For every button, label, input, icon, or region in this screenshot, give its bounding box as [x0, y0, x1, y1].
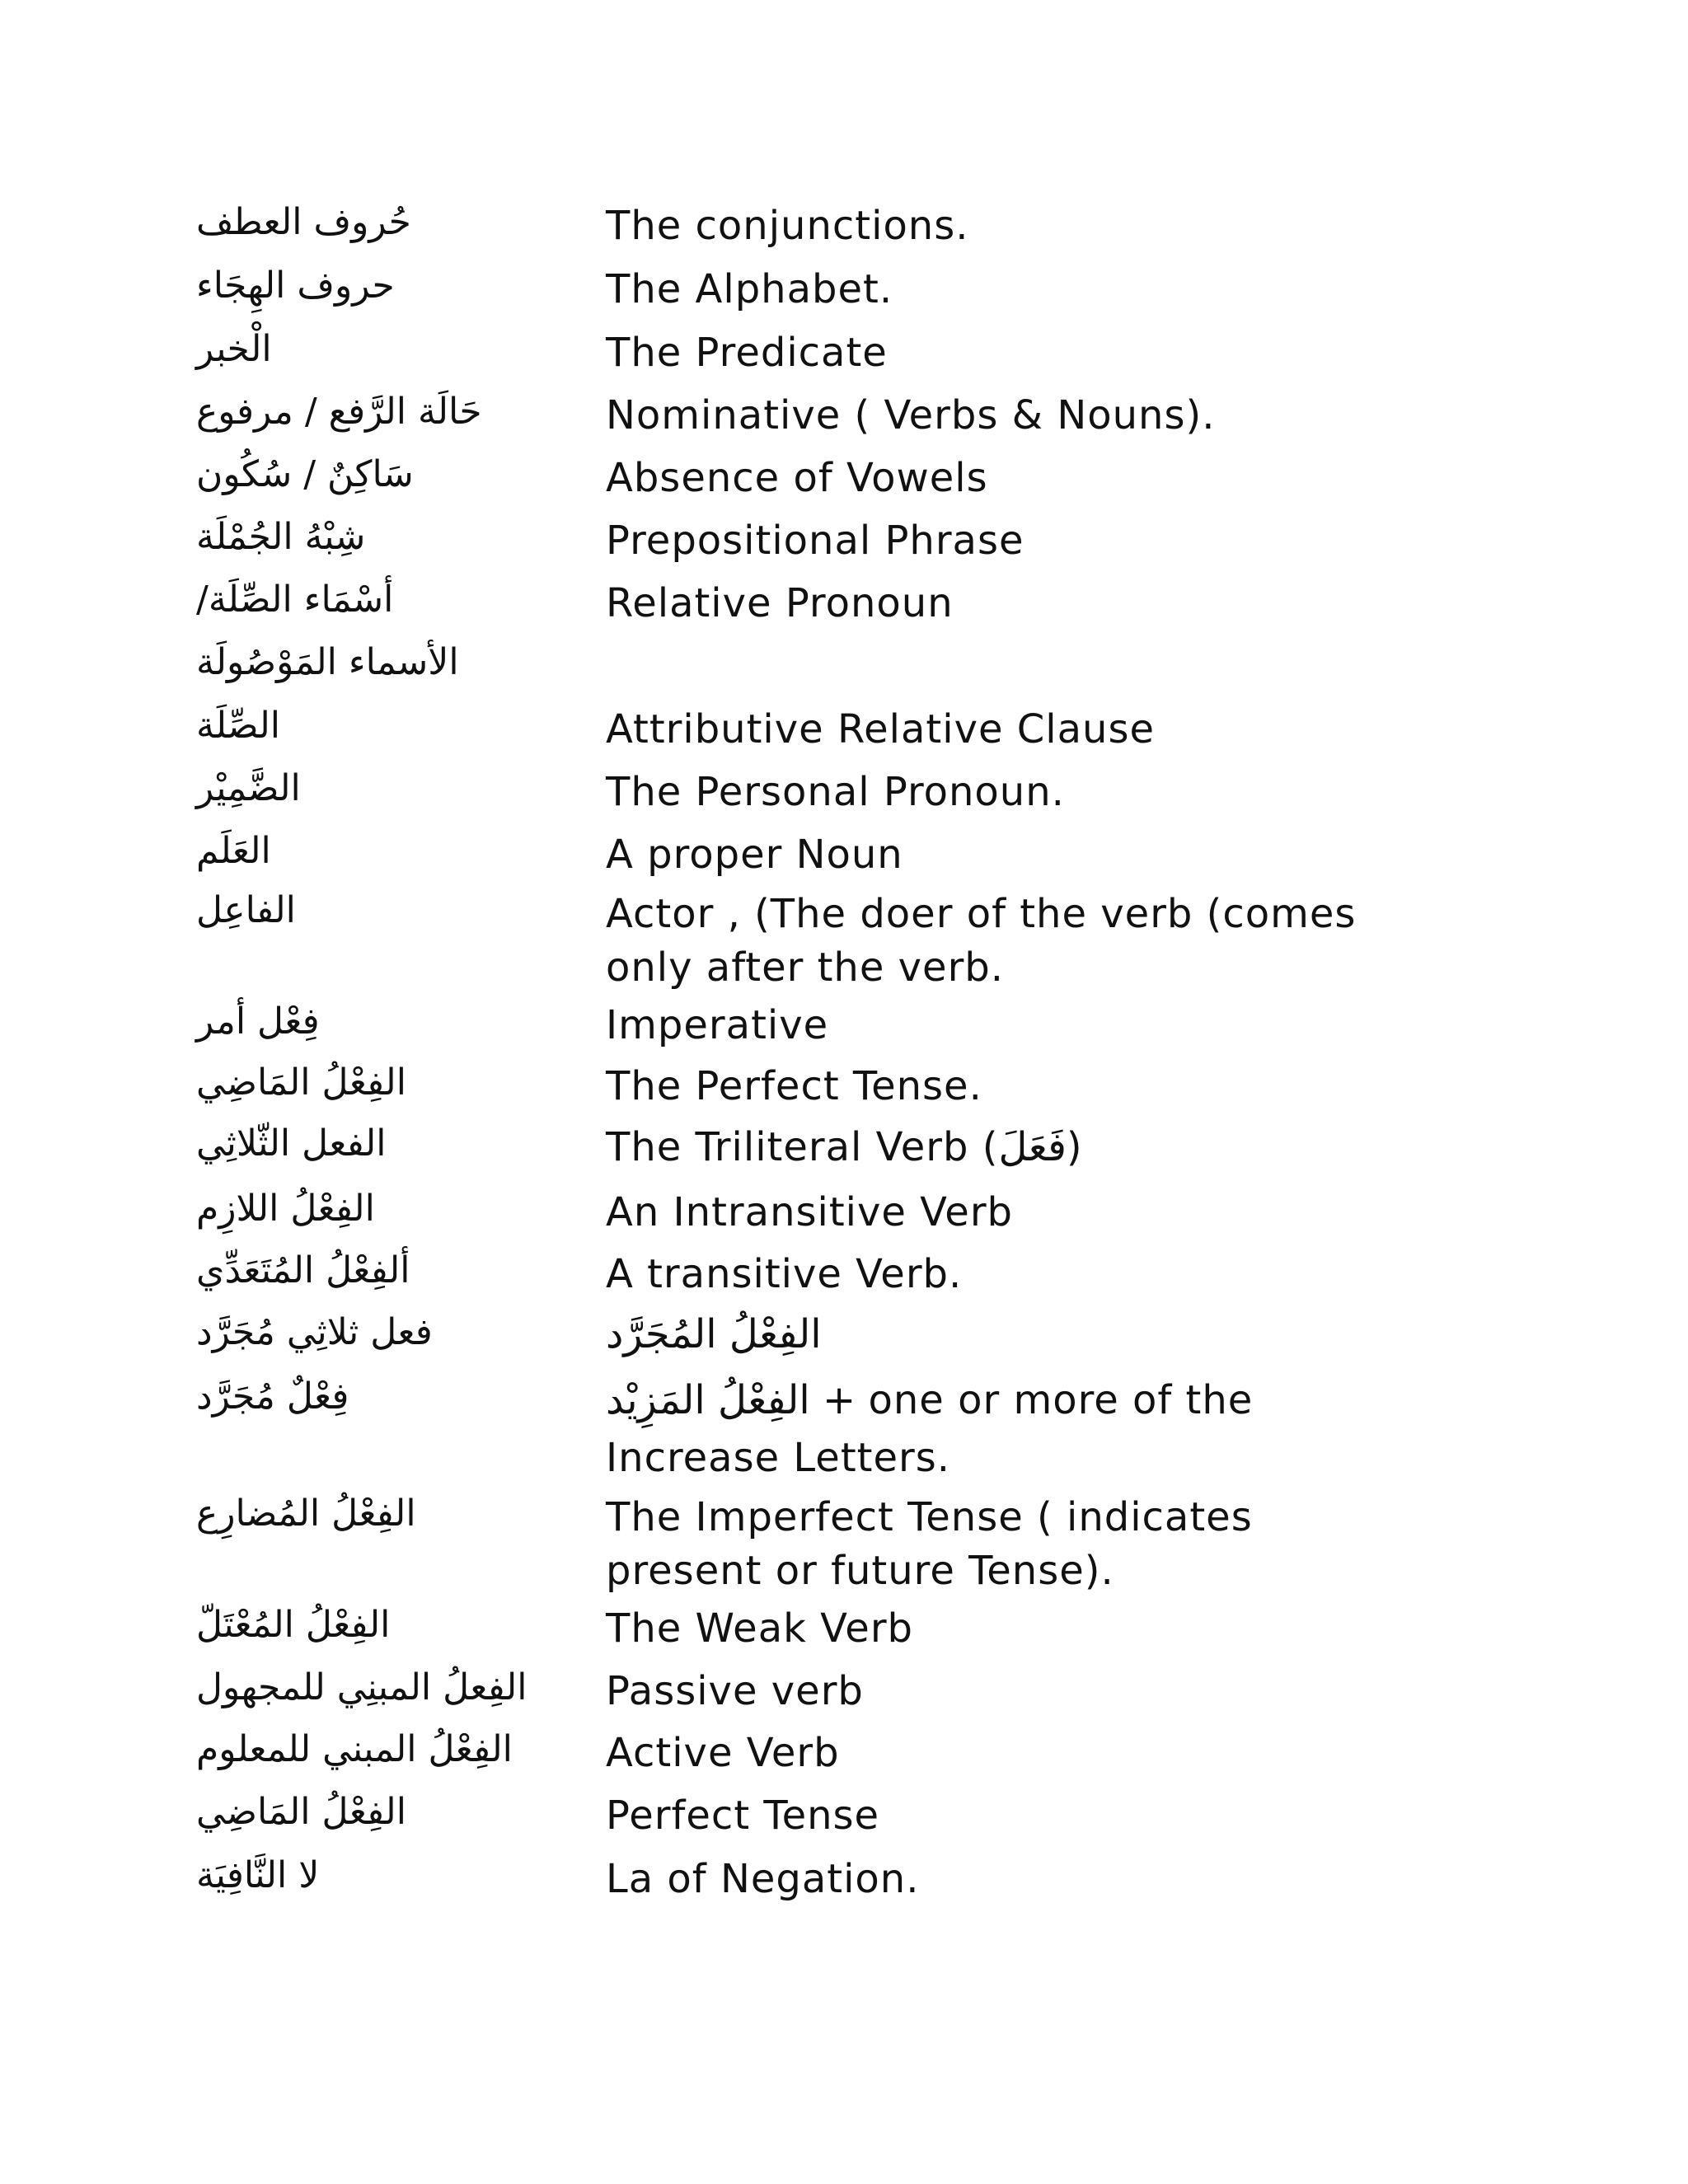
- english-definition: Relative Pronoun: [606, 580, 954, 626]
- english-definition: [606, 1374, 1529, 1427]
- english-definition: The Imperfect Tense ( indicates: [606, 1494, 1253, 1540]
- english-definition: Actor , (The doer of the verb (comes: [606, 891, 1357, 937]
- arabic-term: الفِعلُ المبنِي للمجهول: [196, 1666, 528, 1708]
- arabic-term: الفِعْلُ المُضارِع: [196, 1493, 416, 1535]
- arabic-term: الفاعِل: [196, 889, 296, 931]
- arabic-term: حروف الهِجَاء: [196, 265, 395, 307]
- english-definition: A proper Noun: [606, 832, 903, 878]
- arabic-inline: فَعَلَ: [998, 1124, 1067, 1170]
- english-definition: The conjunctions.: [606, 203, 969, 249]
- english-definition: An Intransitive Verb: [606, 1189, 1014, 1235]
- english-definition: [606, 1308, 1529, 1361]
- arabic-term: شِبْهُ الجُمْلَة: [196, 516, 366, 558]
- arabic-term: العَلَم: [196, 830, 271, 872]
- arabic-term: الفِعْلُ اللازِم: [196, 1188, 375, 1230]
- english-definition: The Personal Pronoun.: [606, 769, 1065, 815]
- arabic-term: الصِّلَة: [196, 705, 280, 747]
- arabic-term: ألفِعْلُ المُتَعَدِّي: [196, 1249, 410, 1291]
- arabic-term: الفعل الثّلاثِي: [196, 1122, 387, 1165]
- english-definition: [606, 1121, 1529, 1174]
- arabic-term: حُروف العطف: [196, 201, 411, 243]
- english-definition-line2: present or future Tense).: [606, 1548, 1114, 1594]
- english-definition: Prepositional Phrase: [606, 518, 1025, 564]
- arabic-term: الفِعْلُ المَاضِي: [196, 1062, 406, 1104]
- english-text: The Triliteral Verb (: [606, 1124, 999, 1170]
- english-definition: La of Negation.: [606, 1856, 920, 1902]
- arabic-term: الفِعْلُ المَاضِي: [196, 1791, 406, 1833]
- english-definition: Perfect Tense: [606, 1793, 880, 1839]
- arabic-term: الفِعْلُ المبني للمعلوم: [196, 1728, 513, 1770]
- arabic-inline: الفِعْلُ المُجَرَّد: [606, 1311, 822, 1357]
- english-text-tail: ): [1066, 1124, 1083, 1170]
- arabic-term: سَاكِنٌ / سُكُون: [196, 453, 414, 495]
- english-definition-line2: only after the verb.: [606, 944, 1005, 991]
- arabic-term: فِعْل أمر: [196, 1001, 320, 1043]
- arabic-term-line2: الأسماء المَوْصُولَة: [196, 641, 459, 683]
- arabic-term: الْخبر: [196, 328, 272, 370]
- english-definition: The Perfect Tense.: [606, 1063, 982, 1109]
- english-definition: Attributive Relative Clause: [606, 706, 1155, 752]
- arabic-inline: الفِعْلُ المَزِيْد: [606, 1377, 810, 1423]
- english-definition: Active Verb: [606, 1730, 840, 1776]
- english-definition: Imperative: [606, 1002, 829, 1048]
- english-definition: The Weak Verb: [606, 1605, 914, 1652]
- english-definition-line2: Increase Letters.: [606, 1435, 950, 1481]
- english-definition: A transitive Verb.: [606, 1251, 963, 1297]
- english-definition: Passive verb: [606, 1668, 864, 1714]
- arabic-term: الضَّمِيْر: [196, 767, 301, 809]
- arabic-term: فعل ثلاثِي مُجَرَّد: [196, 1311, 433, 1353]
- arabic-term: لا النَّافِيَة: [196, 1854, 320, 1896]
- arabic-term: أسْمَاء الصِّلَة/: [196, 579, 394, 621]
- english-definition: Absence of Vowels: [606, 455, 988, 501]
- arabic-term: فِعْلٌ مُجَرَّد: [196, 1376, 349, 1418]
- arabic-term: الفِعْلُ المُعْتَلّ: [196, 1604, 391, 1646]
- english-definition: Nominative ( Verbs & Nouns).: [606, 392, 1216, 438]
- arabic-term: حَالَة الرَّفع / مرفوع: [196, 391, 482, 433]
- english-definition: The Predicate: [606, 330, 888, 376]
- english-definition: The Alphabet.: [606, 266, 893, 312]
- english-text: + one or more of the: [809, 1377, 1254, 1423]
